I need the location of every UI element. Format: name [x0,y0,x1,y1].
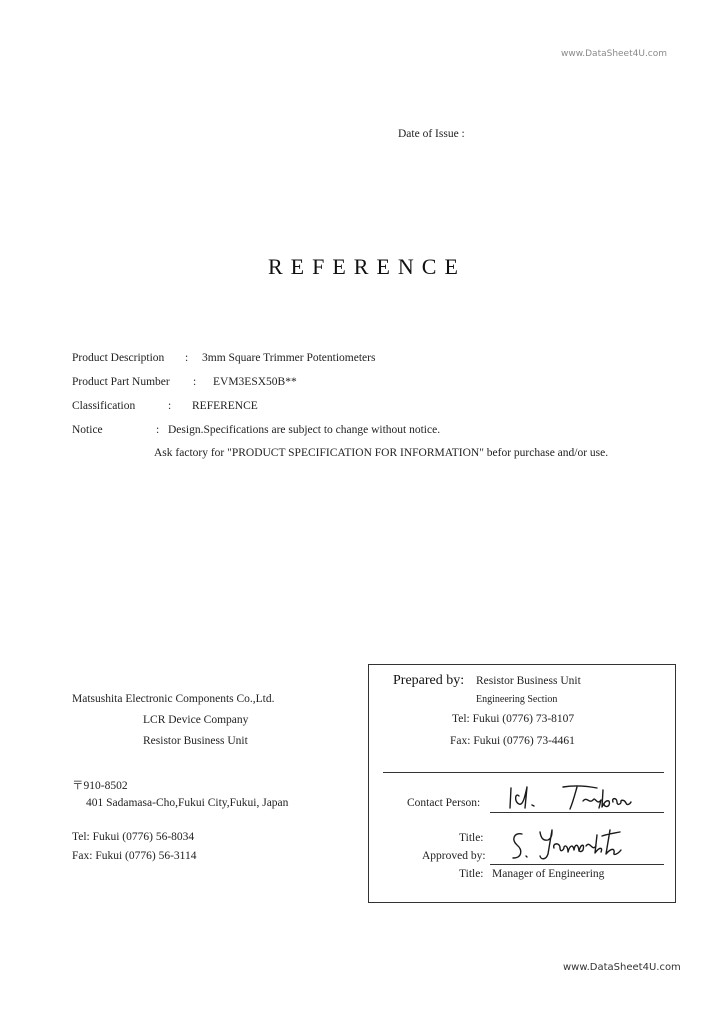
notice-separator: : [156,424,160,436]
company-name: Matsushita Electronic Components Co.,Ltd. [72,693,275,705]
approver-signature-image [508,826,630,866]
product-description-label: Product Description [72,352,165,364]
product-part-number-separator: : [193,376,197,388]
product-part-number-value: EVM3ESX50B** [213,376,297,388]
document-title: REFERENCE [268,254,466,279]
date-of-issue-label: Date of Issue : [398,128,465,140]
classification-separator: : [168,400,172,412]
prepared-tel: Tel: Fukui (0776) 73-8107 [452,713,575,725]
classification-label: Classification [72,400,136,412]
product-description-value: 3mm Square Trimmer Potentiometers [202,352,376,364]
title-label-2: Title: [459,868,484,880]
notice-value: Design.Specifications are subject to change without notice. [168,424,441,436]
box-divider-line [383,772,664,773]
approved-by-label: Approved by: [422,850,486,862]
product-part-number-label: Product Part Number [72,376,170,388]
company-address: 401 Sadamasa-Cho,Fukui City,Fukui, Japan [86,797,289,809]
approver-title-value: Manager of Engineering [492,868,605,880]
prepared-by-label: Prepared by: [393,673,465,688]
company-division: LCR Device Company [143,714,249,726]
prepared-fax: Fax: Fukui (0776) 73-4461 [450,735,575,747]
product-description-separator: : [185,352,189,364]
contact-person-label: Contact Person: [407,797,481,809]
classification-value: REFERENCE [192,400,258,412]
notice-line-2: Ask factory for "PRODUCT SPECIFICATION FOR INFORMATION" befor purchase and/or use. [154,447,609,459]
company-unit: Resistor Business Unit [143,735,248,747]
watermark-top: www.DataSheet4U.com [561,49,668,59]
watermark-bottom: www.DataSheet4U.com [563,962,681,973]
contact-signature-image [505,782,635,814]
title-label-1: Title: [459,832,484,844]
company-fax: Fax: Fukui (0776) 56-3114 [72,850,197,862]
prepared-unit: Resistor Business Unit [476,675,581,687]
notice-label: Notice [72,424,103,436]
prepared-section: Engineering Section [476,694,558,705]
company-tel: Tel: Fukui (0776) 56-8034 [72,831,195,843]
company-postal-code: 〒910-8502 [72,780,128,792]
